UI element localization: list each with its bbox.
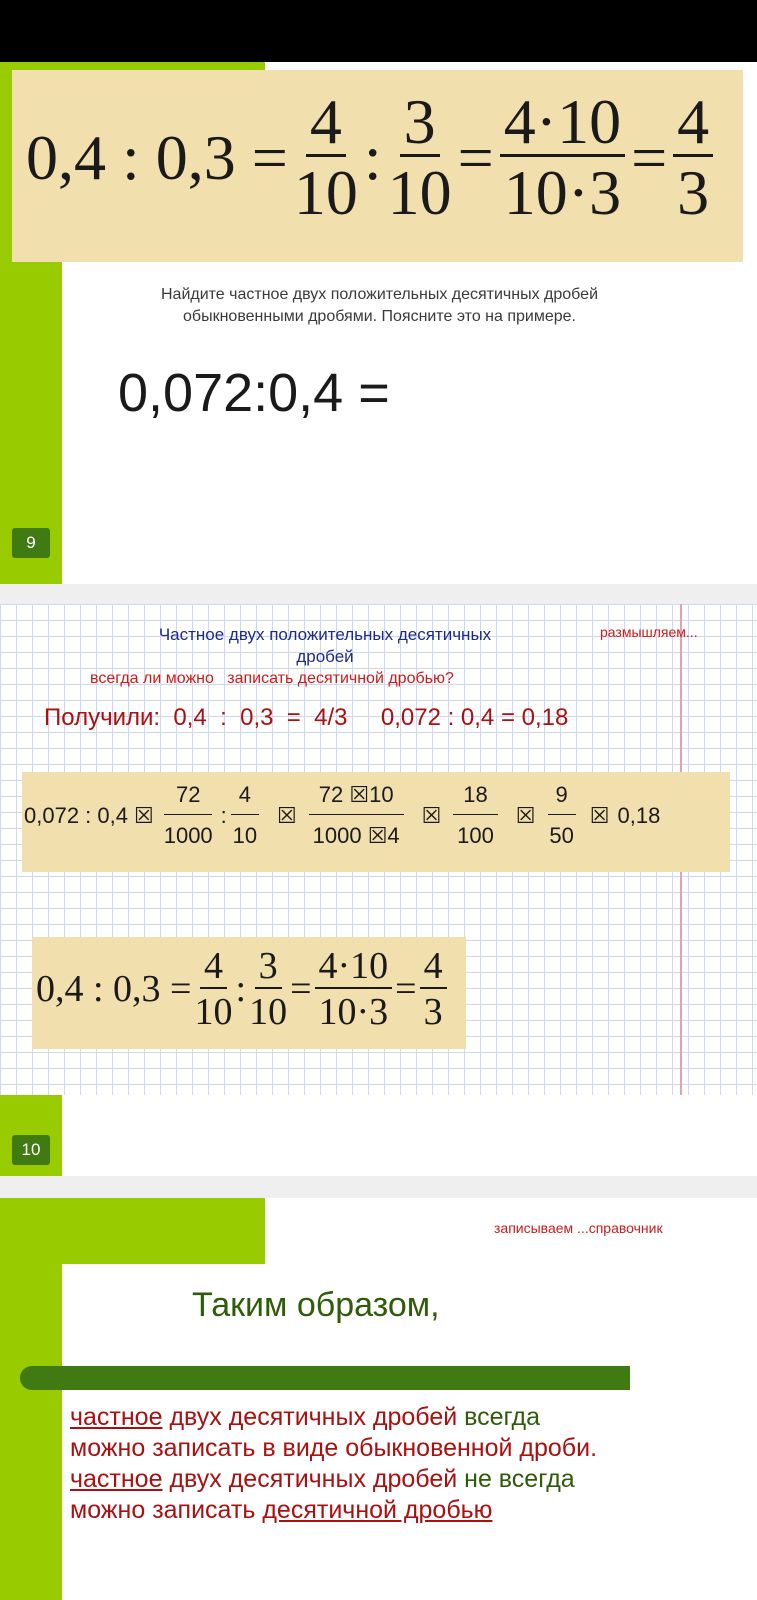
slide-11 — [0, 1198, 757, 1600]
formula-equals-1: = — [290, 968, 312, 1010]
slide-10-calc-box — [22, 772, 730, 872]
slide-9-accent-top — [0, 62, 265, 70]
slide-10 — [0, 604, 757, 1176]
slide-11-accent-top — [0, 1198, 265, 1264]
fraction-4-10: $\frac{4}{10}$ — [293, 86, 358, 228]
calc-symbol-2: ☒ — [277, 802, 297, 828]
slide-9-example: 0,072:0,4 = — [118, 363, 390, 423]
calc-rhs: 0,18 — [617, 802, 661, 828]
conclusion-link-2[interactable]: частное — [70, 1465, 163, 1493]
calc-fraction-72-1000: $\frac{72}{1000}$ — [163, 782, 213, 848]
calc-symbol-1: ☒ — [133, 802, 154, 828]
slide-separator-2 — [0, 1176, 757, 1198]
fraction-3-10: $\frac{3}{10}$ — [387, 86, 452, 228]
slide-10-title: Частное двух положительных десятичных дробей — [158, 625, 492, 666]
conclusion-line-4: можно записать десятичной дробью — [70, 1496, 493, 1524]
formula-lhs: 0,4 : 0,3 = — [36, 968, 192, 1010]
slide-11-heading: Таким образом, — [192, 1286, 440, 1324]
slide-11-divider — [20, 1366, 630, 1390]
conclusion-line-2: можно записать в виде обыкновенной дроби. — [70, 1434, 598, 1462]
fraction-4-3: $\frac{4}{3}$ — [420, 947, 447, 1031]
calc-fraction-4-10: $\frac{4}{10}$ — [232, 782, 258, 848]
slide-10-result: Получили: 0,4 : 0,3 = 4/3 0,072 : 0,4 = 0,18 — [44, 704, 569, 731]
calc-lhs: 0,072 : 0,4 — [24, 802, 128, 828]
conclusion-link-1[interactable]: частное — [70, 1403, 163, 1431]
calc-fraction-product: $\frac{72 ☒10}{1000 ☒4}$ — [309, 784, 404, 847]
slide-10-formula-box — [32, 937, 466, 1049]
formula-equals-2: = — [631, 121, 668, 193]
formula-lhs: 0,4 : 0,3 = — [26, 121, 288, 193]
calc-fraction-9-50: $\frac{9}{50}$ — [549, 782, 574, 848]
fraction-4-10: $\frac{4}{10}$ — [194, 945, 233, 1033]
top-bar — [0, 0, 757, 62]
slide-9-number: 9 — [12, 528, 50, 558]
formula-colon: : — [363, 121, 382, 193]
fraction-product: $\frac{4\cdot 10}{10\cdot 3}$ — [500, 90, 625, 225]
calc-colon: : — [220, 802, 227, 828]
conclusion-line-1: частное двух десятичных дробей всегда — [70, 1403, 541, 1431]
slide-9-formula-box — [12, 70, 743, 262]
calc-symbol-5: ☒ — [589, 802, 610, 828]
slide-10-tag: размышляем... — [600, 624, 698, 640]
slide-9-instruction: Найдите частное двух положительных десятичных дробей обыкновенными дробями. Поясните это на примере. — [160, 286, 598, 325]
slide-separator-1 — [0, 584, 757, 604]
conclusion-line-3: частное двух десятичных дробей не всегда — [70, 1465, 575, 1493]
formula-equals-1: = — [457, 121, 494, 193]
slide-10-question: всегда ли можно записать десятичной дробью? — [90, 670, 454, 687]
calc-fraction-18-100: $\frac{18}{100}$ — [453, 784, 497, 847]
calc-symbol-4: ☒ — [515, 802, 536, 828]
slide-9 — [0, 62, 757, 584]
slide-11-conclusion — [70, 1402, 750, 1526]
fraction-4-3: $\frac{4}{3}$ — [673, 90, 713, 225]
formula-colon: : — [235, 968, 247, 1010]
formula-equals-2: = — [395, 968, 417, 1010]
conclusion-link-3[interactable]: десятичной дробью — [262, 1496, 493, 1524]
slide-10-number: 10 — [12, 1135, 50, 1165]
slide-11-tag: записываем ...справочник — [494, 1220, 663, 1236]
calc-symbol-3: ☒ — [421, 802, 442, 828]
fraction-3-10: $\frac{3}{10}$ — [249, 945, 288, 1033]
fraction-product: $\frac{4\cdot 10}{10\cdot 3}$ — [315, 947, 393, 1031]
